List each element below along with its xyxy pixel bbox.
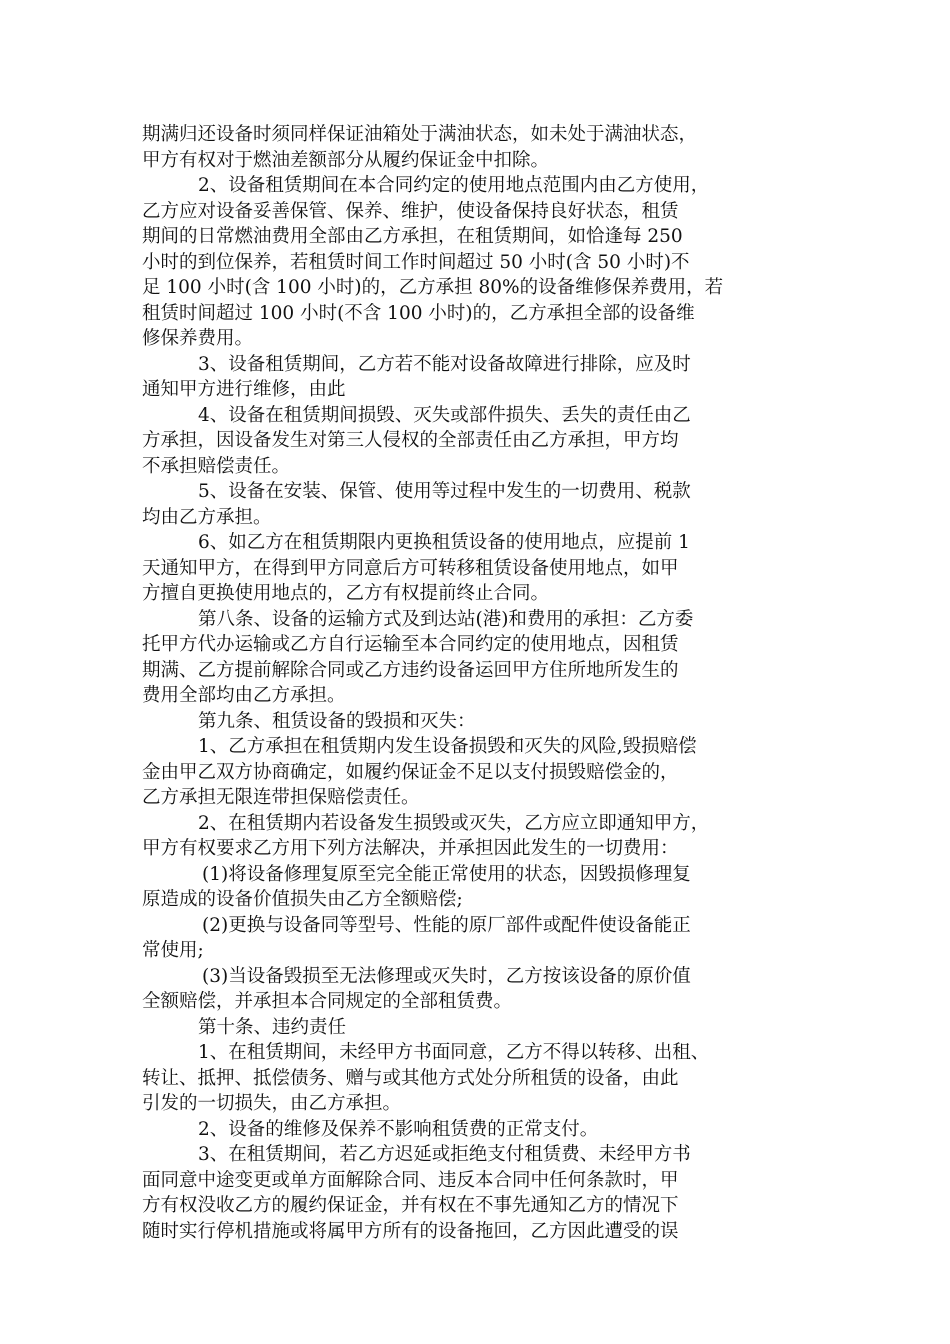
text-line: 原造成的设备价值损失由乙方全额赔偿; bbox=[142, 889, 463, 910]
text-line: 修保养费用。 bbox=[142, 328, 254, 349]
sub-item-start: (3)当设备毁损至无法修理或灭失时，乙方按该设备的原价值 bbox=[202, 965, 691, 987]
text-line: 金由甲乙双方协商确定，如履约保证金不足以支付损毁赔偿金的， bbox=[142, 761, 679, 783]
text-line: 托甲方代办运输或乙方自行运输至本合同约定的使用地点，因租赁 bbox=[142, 634, 679, 655]
text-line: 方有权没收乙方的履约保证金，并有权在不事先通知乙方的情况下 bbox=[142, 1195, 679, 1216]
paragraph-start: 2、设备租赁期间在本合同约定的使用地点范围内由乙方使用， bbox=[198, 175, 710, 196]
paragraph-start: 3、设备租赁期间，乙方若不能对设备故障进行排除，应及时 bbox=[198, 353, 691, 375]
document-body bbox=[142, 122, 832, 1244]
paragraph-start: 3、在租赁期间，若乙方迟延或拒绝支付租赁费、未经甲方书 bbox=[198, 1144, 691, 1165]
text-line: 甲方有权对于燃油差额部分从履约保证金中扣除。 bbox=[142, 149, 550, 171]
text-line: 期间的日常燃油费用全部由乙方承担，在租赁期间，如恰逢每 250 bbox=[142, 226, 683, 247]
paragraph-start: 4、设备在租赁期间损毁、灭失或部件损失、丢失的责任由乙 bbox=[198, 404, 691, 426]
paragraph-start: 1、乙方承担在租赁期内发生设备损毁和灭失的风险,毁损赔偿 bbox=[198, 736, 697, 757]
text-line: 小时的到位保养，若租赁时间工作时间超过 50 小时(含 50 小时)不 bbox=[142, 251, 690, 273]
paragraph-start: 1、在租赁期间，未经甲方书面同意，乙方不得以转移、出租、 bbox=[198, 1042, 710, 1063]
text-line: 随时实行停机措施或将属甲方所有的设备拖回，乙方因此遭受的误 bbox=[142, 1220, 679, 1242]
text-line: 引发的一切损失，由乙方承担。 bbox=[142, 1093, 402, 1114]
sub-item-start: (2)更换与设备同等型号、性能的原厂部件或配件使设备能正 bbox=[202, 914, 691, 936]
paragraph-start: 6、如乙方在租赁期限内更换租赁设备的使用地点，应提前 1 bbox=[198, 532, 690, 553]
text-line: 不承担赔偿责任。 bbox=[142, 455, 291, 477]
text-line: 天通知甲方，在得到甲方同意后方可转移租赁设备使用地点，如甲 bbox=[142, 557, 679, 579]
text-line: 期满、乙方提前解除合同或乙方违约设备运回甲方住所地所发生的 bbox=[142, 659, 679, 681]
text-line: 租赁时间超过 100 小时(不含 100 小时)的，乙方承担全部的设备维 bbox=[142, 302, 695, 324]
text-line: 均由乙方承担。 bbox=[142, 506, 272, 528]
text-line: 费用全部均由乙方承担。 bbox=[142, 685, 346, 706]
article-heading: 第十条、违约责任 bbox=[198, 1016, 347, 1038]
text-line: 转让、抵押、抵偿债务、赠与或其他方式处分所租赁的设备，由此 bbox=[142, 1067, 679, 1089]
text-line: 全额赔偿，并承担本合同规定的全部租赁费。 bbox=[142, 991, 513, 1012]
text-line: 甲方有权要求乙方用下列方法解决，并承担因此发生的一切费用： bbox=[142, 838, 679, 859]
text-line: 方承担，因设备发生对第三人侵权的全部责任由乙方承担，甲方均 bbox=[142, 430, 679, 451]
sub-item-start: (1)将设备修理复原至完全能正常使用的状态，因毁损修理复 bbox=[202, 863, 691, 885]
text-line: 常使用; bbox=[142, 940, 204, 961]
article-heading: 第八条、设备的运输方式及到达站(港)和费用的承担：乙方委 bbox=[198, 608, 694, 630]
text-line: 足 100 小时(含 100 小时)的，乙方承担 80%的设备维修保养费用，若 bbox=[142, 277, 724, 298]
text-line: 通知甲方进行维修，由此 bbox=[142, 379, 346, 400]
text-line: 乙方承担无限连带担保赔偿责任。 bbox=[142, 787, 420, 808]
paragraph-start: 5、设备在安装、保管、使用等过程中发生的一切费用、税款 bbox=[198, 481, 691, 502]
article-heading: 第九条、租赁设备的毁损和灭失： bbox=[198, 710, 476, 732]
text-line: 期满归还设备时须同样保证油箱处于满油状态，如未处于满油状态， bbox=[142, 124, 698, 145]
paragraph-start: 2、设备的维修及保养不影响租赁费的正常支付。 bbox=[198, 1118, 599, 1140]
text-line: 面同意中途变更或单方面解除合同、违反本合同中任何条款时，甲 bbox=[142, 1169, 679, 1191]
paragraph-start: 2、在租赁期内若设备发生损毁或灭失，乙方应立即通知甲方， bbox=[198, 812, 710, 834]
text-line: 方擅自更换使用地点的，乙方有权提前终止合同。 bbox=[142, 583, 550, 604]
text-line: 乙方应对设备妥善保管、保养、维护，使设备保持良好状态，租赁 bbox=[142, 200, 679, 222]
